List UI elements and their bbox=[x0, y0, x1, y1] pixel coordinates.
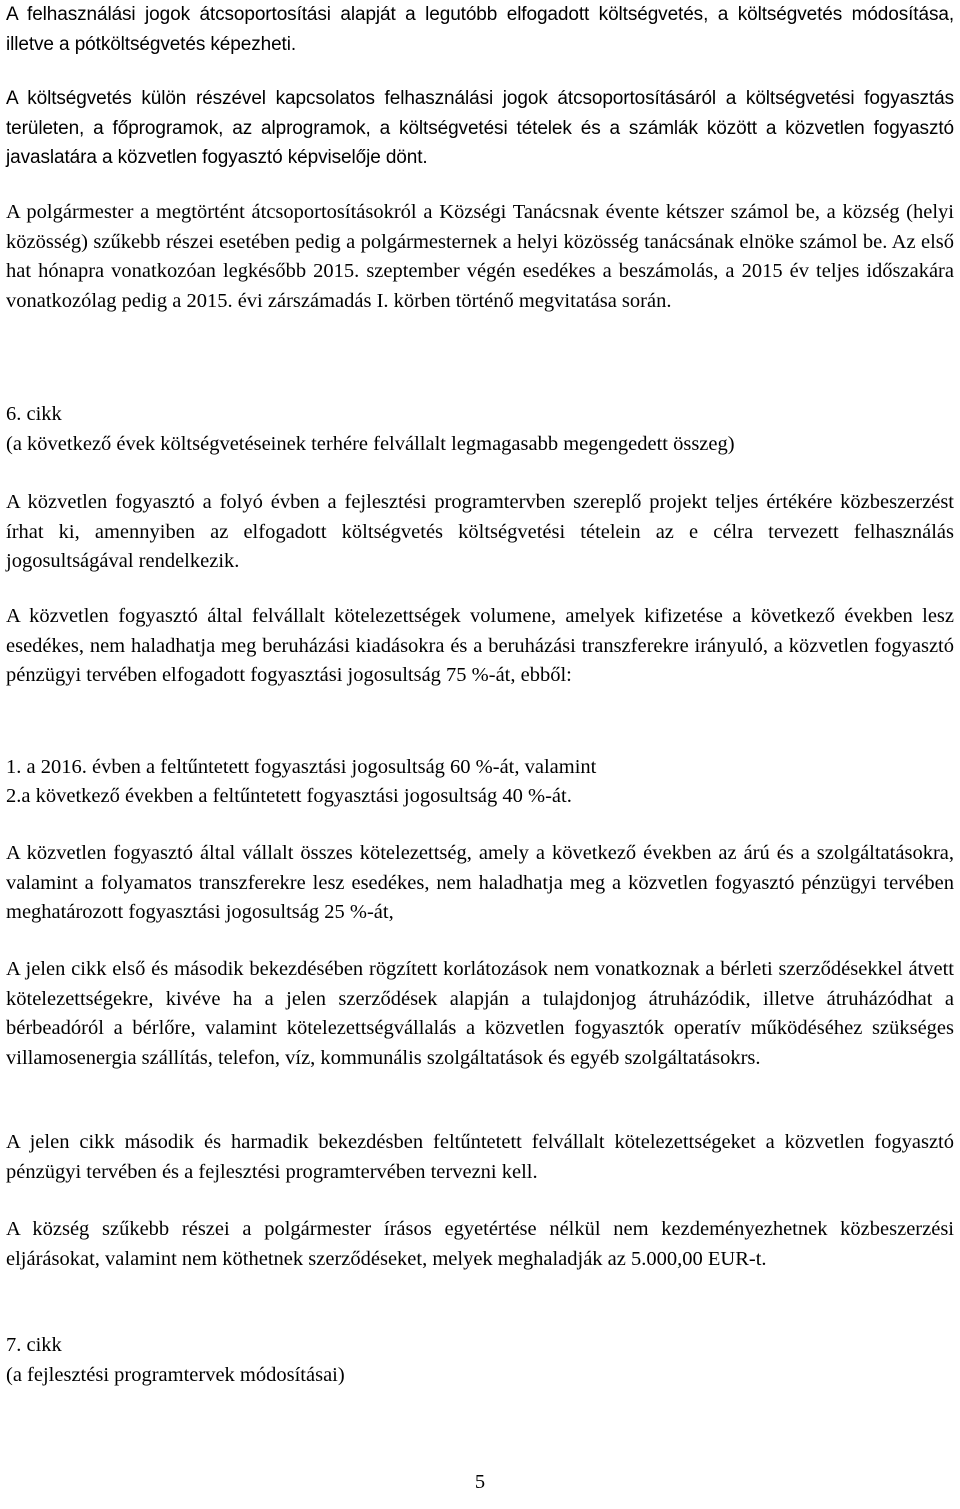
document-page bbox=[6, 0, 954, 1509]
article-6-subtitle: (a következő évek költségvetéseinek terhére felvállalt legmagasabb megengedett összeg) bbox=[6, 433, 735, 455]
paragraph-mayor-report: A polgármester a megtörtént átcsoportosításokról a Községi Tanácsnak évente kétszer számol be, a község (helyi közösség) szűkebb részei esetében pedig a polgármesternek a helyi közösség tanácsának elnöke számol be. Az első hat hónapra vonatkozóan legkésőbb 2015. szeptember végén esedékes a beszámolás, a 2015 év teljes időszakára vonatkozólag pedig a 2015. évi zárszámadás I. körben történő megvitatása során. bbox=[6, 201, 954, 312]
article-6-paragraph-3: A közvetlen fogyasztó által vállalt összes kötelezettség, amely a következő években az árú és a szolgáltatásokra, valamint a folyamatos transzferekre lesz esedékes, nem haladhatja meg a közvetlen fogyasztó pénzügyi tervében meghatározott fogyasztási jogosultság 25 %-át, bbox=[6, 842, 954, 923]
article-6-paragraph-2: A közvetlen fogyasztó által felvállalt kötelezettségek volumene, amelyek kifizetése a következő években lesz esedékes, nem haladhatja meg beruházási kiadásokra és a beruházási transzferekre irányuló, a közvetlen fogyasztó pénzügyi tervében elfogadott fogyasztási jogosultság 75 %-át, ebből: bbox=[6, 605, 954, 686]
article-6-paragraph-6: A község szűkebb részei a polgármester írásos egyetértése nélkül nem kezdeményezhetnek közbeszerzési eljárásokat, valamint nem köthetnek szerződéseket, melyek meghaladják az 5.000,00 EUR-t. bbox=[6, 1218, 954, 1270]
article-6-paragraph-5: A jelen cikk második és harmadik bekezdésben feltűntetett felvállalt kötelezettségeket a közvetlen fogyasztó pénzügyi tervében és a fejlesztési programtervében tervezni kell. bbox=[6, 1131, 954, 1183]
article-7-number: 7. cikk bbox=[6, 1334, 62, 1356]
article-6-list-item-2: 2.a következő években a feltűntetett fogyasztási jogosultság 40 %-át. bbox=[6, 785, 572, 807]
article-6-list-item-1: 1. a 2016. évben a feltűntetett fogyasztási jogosultság 60 %-át, valamint bbox=[6, 756, 597, 778]
page-number: 5 bbox=[474, 1471, 486, 1493]
article-6-paragraph-4: A jelen cikk első és második bekezdésében rögzített korlátozások nem vonatkoznak a bérleti szerződésekkel átvett kötelezettségekre, kivéve ha a jelen szerződések alapján a tulajdonjog átruházódik, illetve átruházódhat a bérbeadóról a bérlőre, valamint kötelezettségvállalás a közvetlen fogyasztók operatív működéséhez szükséges villamosenergia szállítás, telefon, víz, kommunális szolgáltatások és egyéb szolgáltatásokrs. bbox=[6, 958, 954, 1069]
article-6-number: 6. cikk bbox=[6, 403, 62, 425]
article-6-paragraph-1: A közvetlen fogyasztó a folyó évben a fejlesztési programtervben szereplő projekt teljes értékére közbeszerzést írhat ki, amennyiben az elfogadott költségvetés költségvetési tételein az e célra tervezett felhasználás jogosultságával rendelkezik. bbox=[6, 491, 954, 572]
paragraph-transfer-decision: A költségvetés külön részével kapcsolatos felhasználási jogok átcsoportosításáról a költségvetési fogyasztás területen, a főprogramok, az alprogramok, a költségvetési tételek és a számlák között a közvetlen fogyasztó javaslatára a közvetlen fogyasztó képviselője dönt. bbox=[6, 88, 954, 168]
article-7-subtitle: (a fejlesztési programtervek módosításai) bbox=[6, 1364, 345, 1386]
paragraph-transfer-basis: A felhasználási jogok átcsoportosítási alapját a legutóbb elfogadott költségvetés, a költségvetés módosítása, illetve a pótköltségvetés képezheti. bbox=[6, 4, 954, 55]
